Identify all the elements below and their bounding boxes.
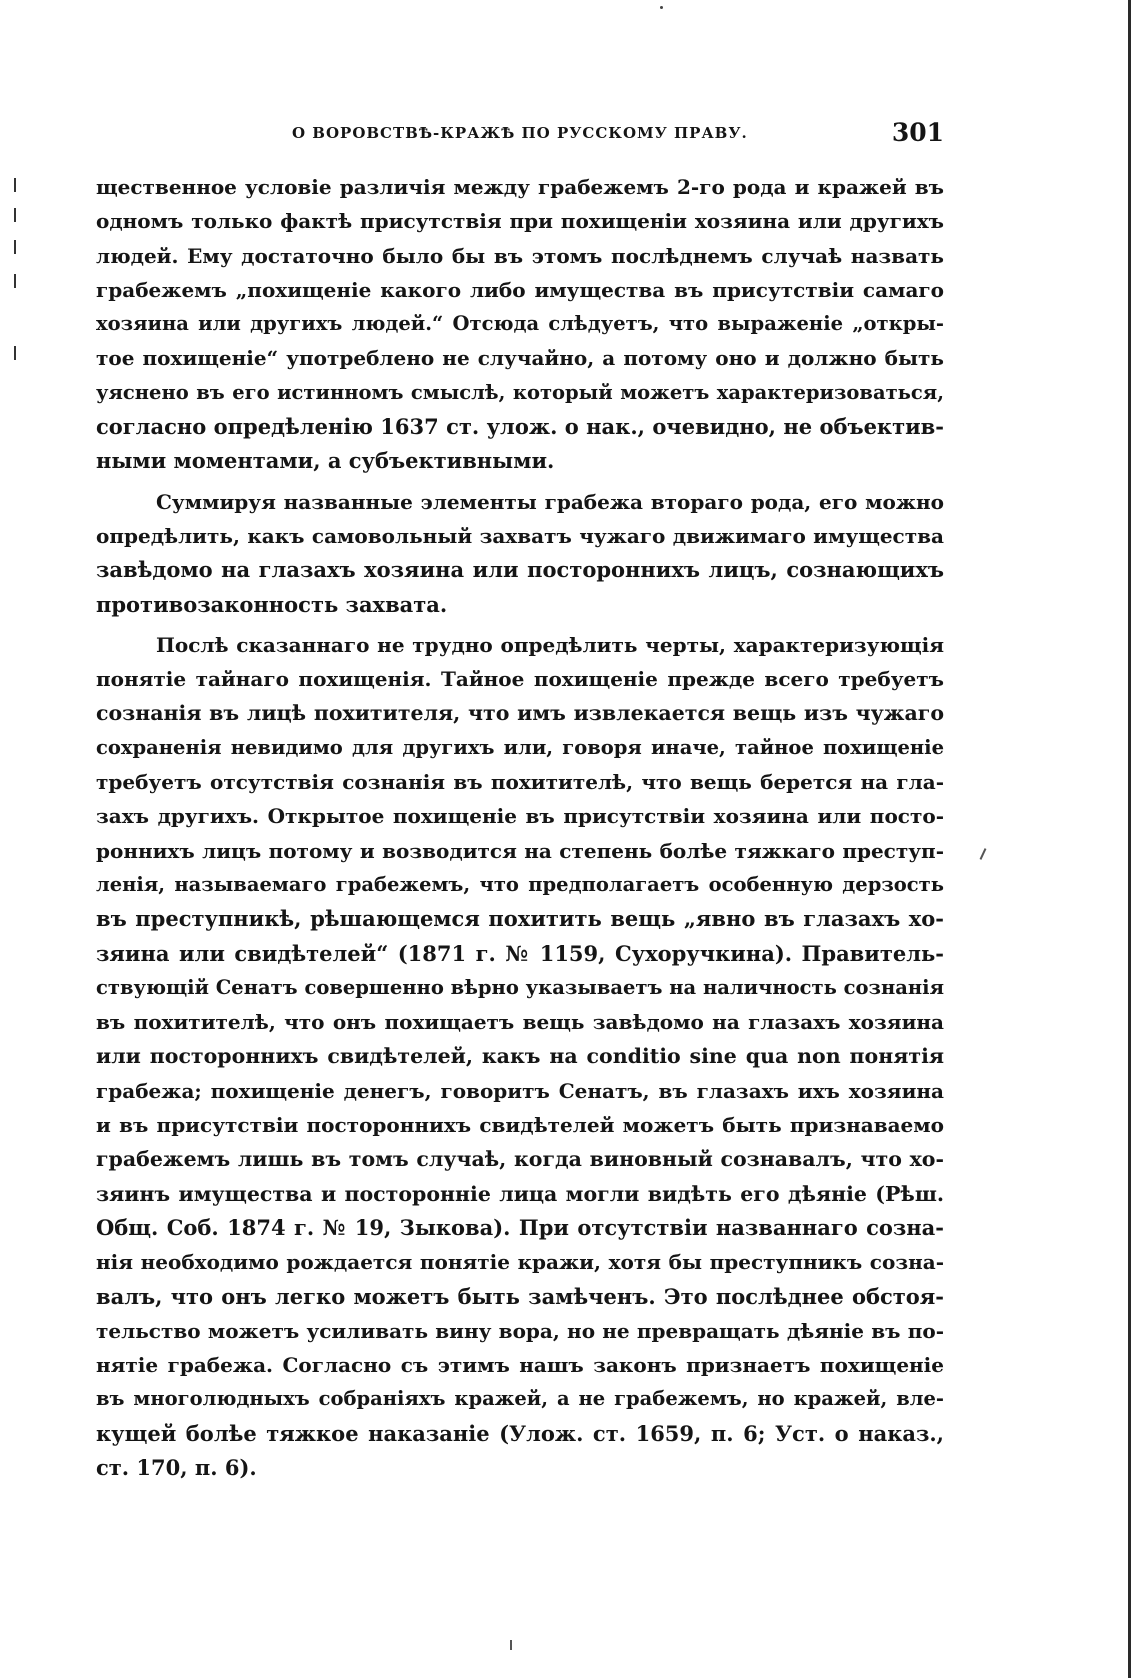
text-line: требуетъ отсутствія сознанія въ похитителѣ, что вещь берется на гла- xyxy=(96,770,944,795)
text-line: противозаконность захвата. xyxy=(96,591,448,617)
page-number: 301 xyxy=(891,118,944,147)
body-text xyxy=(96,170,944,1485)
page-header xyxy=(96,118,944,150)
text-line: уяснено въ его истинномъ смыслѣ, который можетъ характеризоваться, xyxy=(96,380,944,404)
text-line: въ преступникѣ, рѣшающемся похитить вещь „явно въ глазахъ хо- xyxy=(96,906,944,932)
paragraph xyxy=(96,485,944,622)
text-line: сознанія въ лицѣ похитителя, что имъ извлекается вещь изъ чужаго xyxy=(96,701,944,726)
text-line: ленія, называемаго грабежемъ, что предполагаетъ особенную дерзость xyxy=(96,872,944,896)
text-line: ствующій Сенатъ совершенно вѣрно указываетъ на наличность сознанія xyxy=(96,975,944,999)
margin-marks xyxy=(14,178,20,378)
text-line: понятіе тайнаго похищенія. Тайное похищеніе прежде всего требуетъ xyxy=(96,667,944,692)
text-line: грабежемъ лишь въ томъ случаѣ, когда виновный сознавалъ, что хо- xyxy=(96,1147,944,1172)
text-line: грабежа; похищеніе денегъ, говоритъ Сенатъ, въ глазахъ ихъ хозяина xyxy=(96,1078,944,1103)
text-line: зяина или свидѣтелей“ (1871 г. № 1159, Сухоручкина). Правитель- xyxy=(96,940,944,966)
text-line: въ похитителѣ, что онъ похищаетъ вещь завѣдомо на глазахъ хозяина xyxy=(96,1010,944,1035)
margin-mark xyxy=(14,274,16,288)
paragraph xyxy=(96,170,944,479)
text-line: грабежемъ „похищеніе какого либо имущества въ присутствіи самаго xyxy=(96,277,944,302)
text-line: согласно опредѣленію 1637 ст. улож. о нак., очевидно, не объектив- xyxy=(96,414,944,440)
text-line: ст. 170, п. 6). xyxy=(96,1454,257,1480)
text-line: кущей болѣе тяжкое наказаніе (Улож. ст. 1659, п. 6; Уст. о наказ., xyxy=(96,1420,944,1446)
text-line: хозяина или другихъ людей.“ Отсюда слѣдуетъ, что выраженіе „откры- xyxy=(96,312,944,336)
text-line: тельство можетъ усиливать вину вора, но не превращать дѣяніе въ по- xyxy=(96,1318,944,1343)
text-line: одномъ только фактѣ присутствія при похищеніи хозяина или другихъ xyxy=(96,209,944,234)
text-line: Послѣ сказаннаго не трудно опредѣлить черты, характеризующія xyxy=(156,632,944,657)
margin-mark xyxy=(14,346,16,360)
text-line: нятіе грабежа. Согласно съ этимъ нашъ законъ признаетъ похищеніе xyxy=(96,1353,944,1378)
margin-mark xyxy=(14,240,16,254)
text-line: въ многолюдныхъ собраніяхъ кражей, а не грабежемъ, но кражей, вле- xyxy=(96,1387,944,1411)
scan-mark xyxy=(980,848,987,860)
text-line: щественное условіе различія между грабежемъ 2-го рода и кражей въ xyxy=(96,175,944,199)
text-line: захъ другихъ. Открытое похищеніе въ присутствіи хозяина или посто- xyxy=(96,804,944,829)
text-line: ными моментами, а субъективными. xyxy=(96,448,555,474)
text-line: или постороннихъ свидѣтелей, какъ на conditio sine qua non понятія xyxy=(96,1044,944,1069)
text-line: завѣдомо на глазахъ хозяина или постороннихъ лицъ, сознающихъ xyxy=(96,557,944,583)
text-line: Общ. Соб. 1874 г. № 19, Зыкова). При отсутствіи названнаго созна- xyxy=(96,1214,944,1240)
paragraph xyxy=(96,628,944,1485)
text-line: валъ, что онъ легко можетъ быть замѣченъ. Это послѣднее обстоя- xyxy=(96,1283,944,1309)
margin-mark xyxy=(14,178,16,192)
scan-speck xyxy=(510,1640,512,1650)
text-line: зяинъ имущества и посторонніе лица могли видѣть его дѣяніе (Рѣш. xyxy=(96,1181,944,1206)
running-title: О ВОРОВСТВѢ-КРАЖѢ ПО РУССКОМУ ПРАВУ. xyxy=(292,124,748,142)
scan-speck xyxy=(660,6,663,9)
text-line: нія необходимо рождается понятіе кражи, хотя бы преступникъ созна- xyxy=(96,1250,944,1275)
text-line: и въ присутствіи постороннихъ свидѣтелей можетъ быть признаваемо xyxy=(96,1113,944,1138)
text-line: тое похищеніе“ употреблено не случайно, а потому оно и должно быть xyxy=(96,346,944,371)
text-line: роннихъ лицъ потому и возводится на степень болѣе тяжкаго преступ- xyxy=(96,838,944,863)
text-line: опредѣлить, какъ самовольный захватъ чужаго движимаго имущества xyxy=(96,523,944,548)
margin-mark xyxy=(14,208,16,222)
text-line: сохраненія невидимо для другихъ или, говоря иначе, тайное похищеніе xyxy=(96,735,944,759)
text-line: людей. Ему достаточно было бы въ этомъ послѣднемъ случаѣ назвать xyxy=(96,243,944,268)
page-edge-shadow xyxy=(1128,0,1131,1678)
text-line: Суммируя названные элементы грабежа втораго рода, его можно xyxy=(156,489,944,514)
